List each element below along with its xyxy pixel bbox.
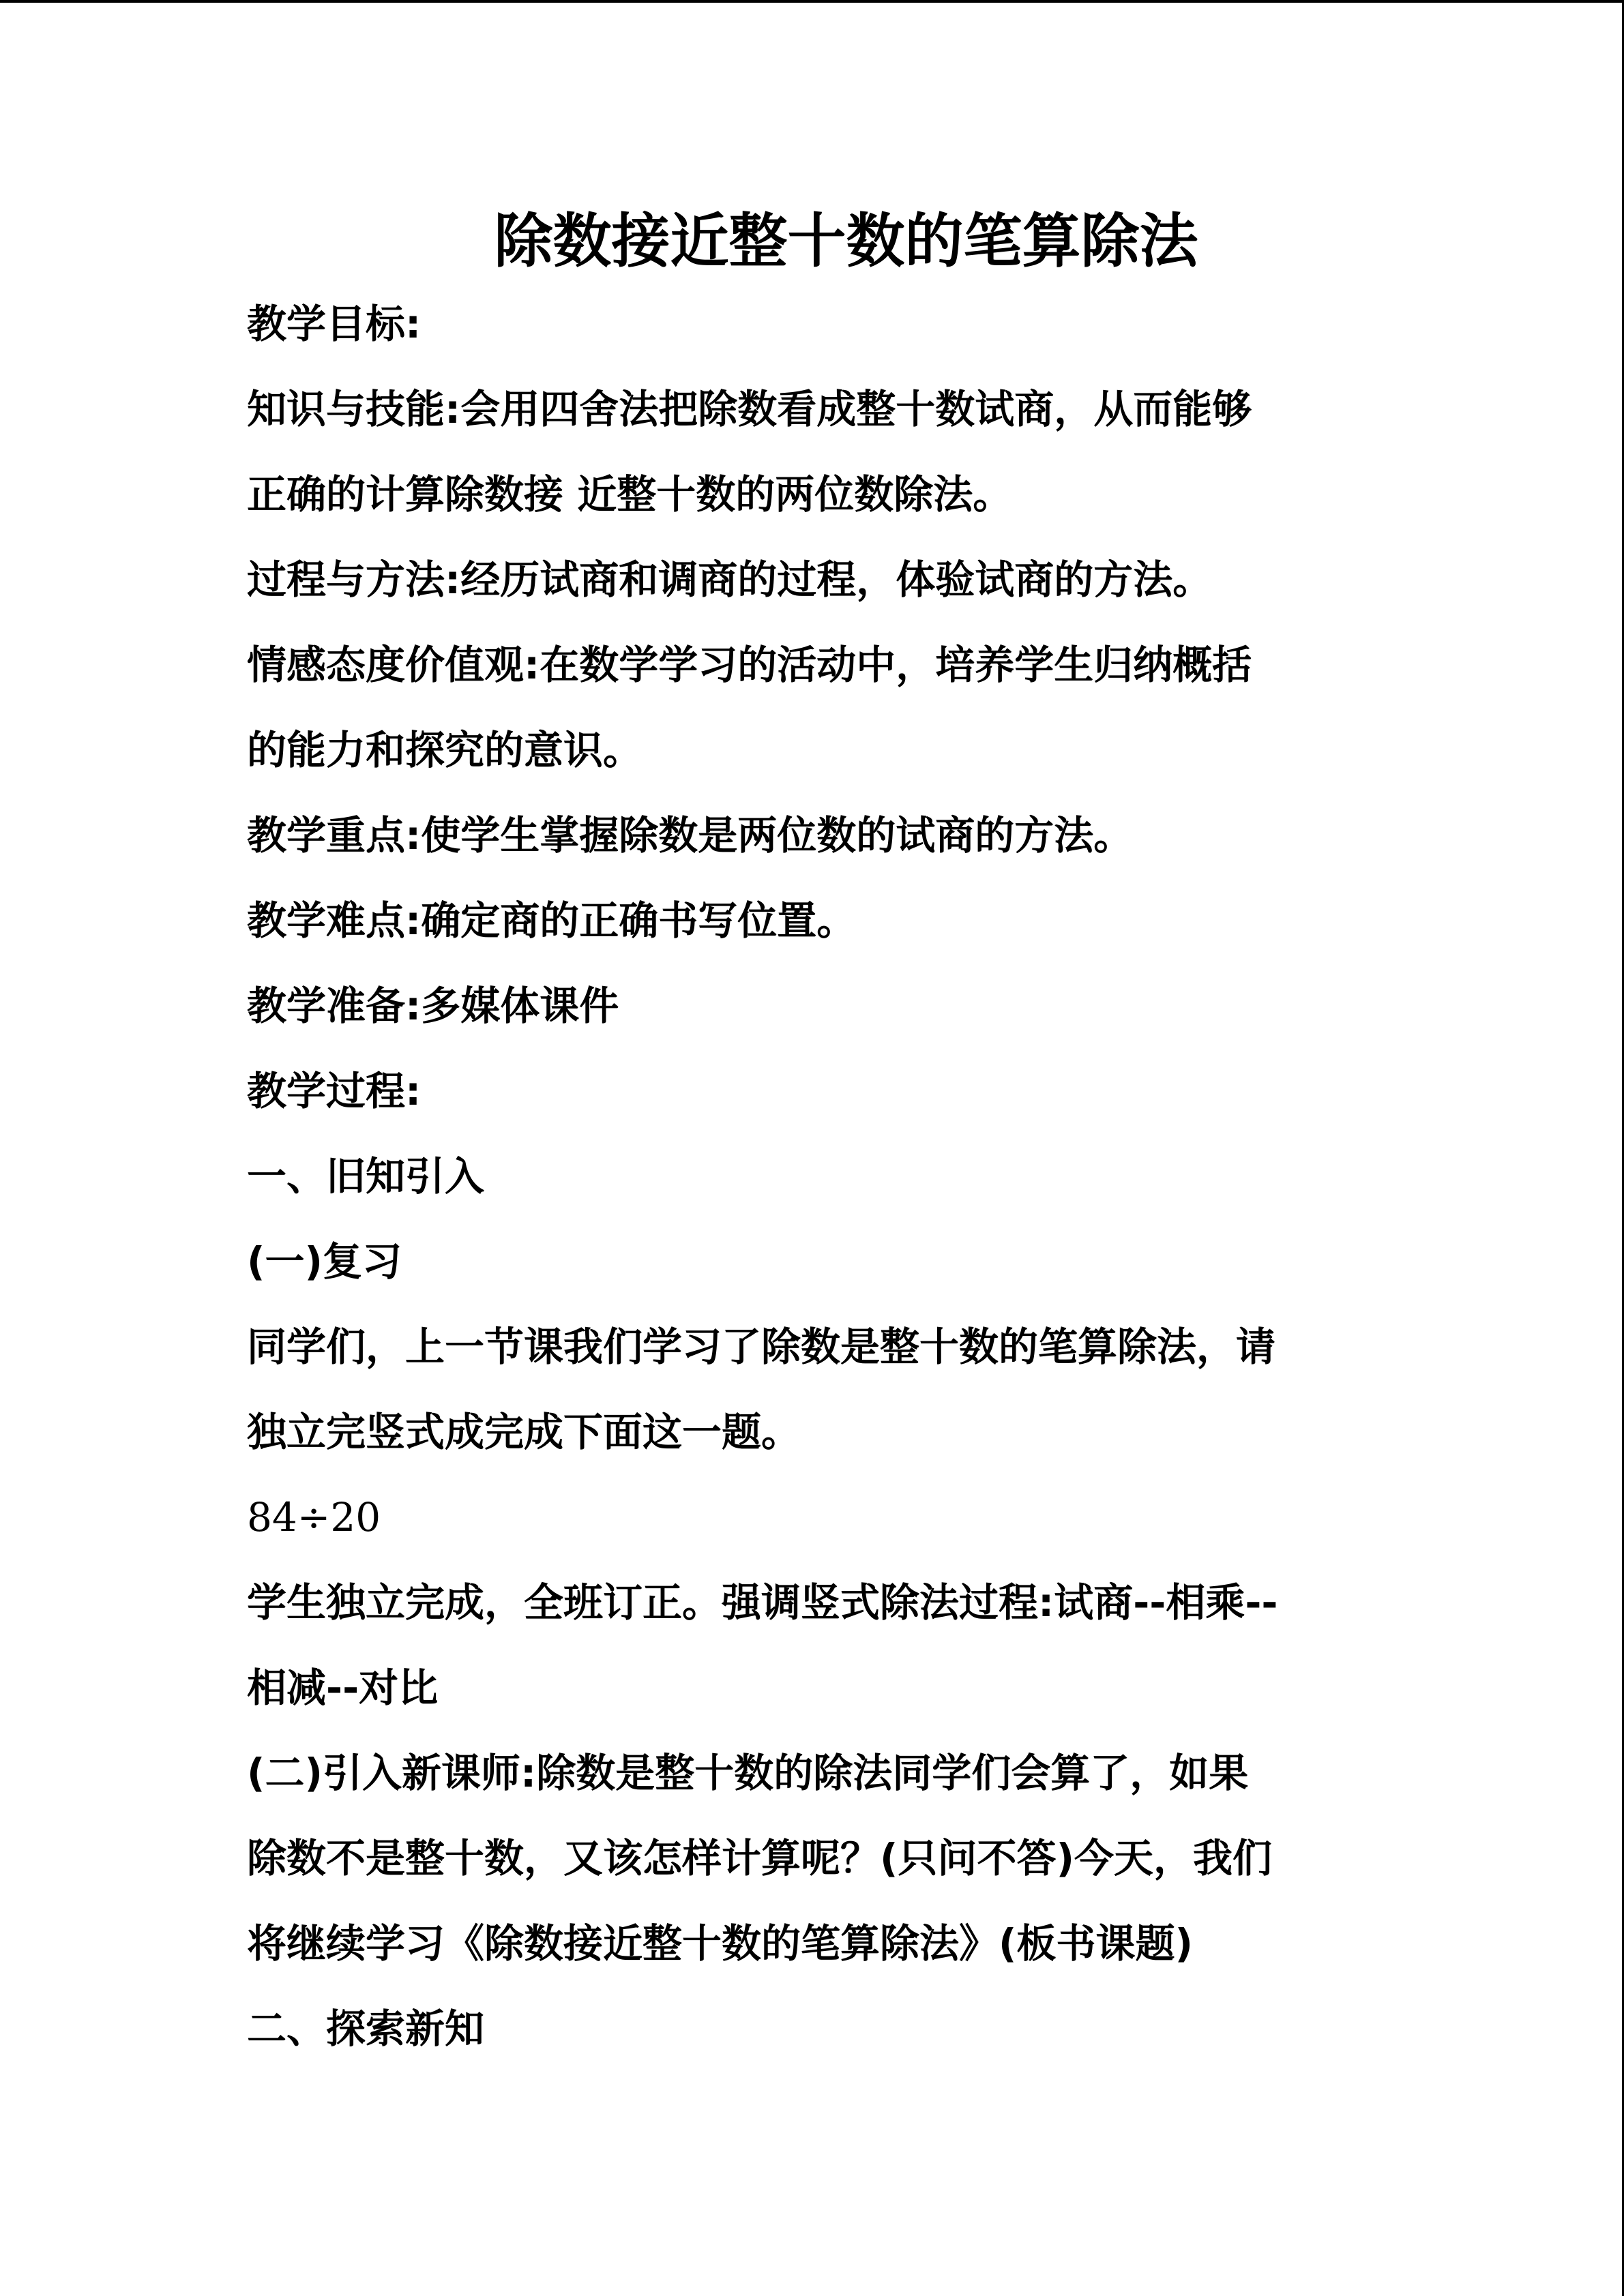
section-2-heading: 二、探索新知: [247, 2006, 485, 2052]
intro-new-line-2: 除数不是整十数，又该怎样计算呢？(只问不答)今天，我们: [247, 1835, 1273, 1881]
heading-teaching-process: 教学过程:: [247, 1068, 422, 1114]
heading-teaching-goals: 教学目标:: [247, 301, 422, 347]
goal-knowledge-line-2: 正确的计算除数接 近整十数的两位数除法。: [247, 471, 1013, 518]
goal-emotion-line-1: 情感态度价值观:在数学学习的活动中，培养学生归纳概括: [247, 642, 1252, 688]
review-text-line-1: 同学们，上一节课我们学习了除数是整十数的笔算除法，请: [247, 1324, 1276, 1370]
teaching-preparation: 教学准备:多媒体课件: [247, 983, 619, 1029]
top-border: [0, 0, 1624, 3]
goal-knowledge-line-1: 知识与技能:会用四舍法把除数看成整十数试商，从而能够: [247, 386, 1252, 432]
document-title: 除数接近整十数的笔算除法: [494, 207, 1198, 275]
goal-emotion-line-2: 的能力和探究的意识。: [247, 727, 643, 773]
teaching-key-point: 教学重点:使学生掌握除数是两位数的试商的方法。: [247, 812, 1134, 859]
goal-process-method: 过程与方法:经历试商和调商的过程，体验试商的方法。: [247, 556, 1213, 603]
section-1-heading: 一、旧知引入: [247, 1153, 485, 1199]
review-text-line-2: 独立完竖式成完成下面这一题。: [247, 1409, 801, 1455]
intro-new-line-1: (二)引入新课师:除数是整十数的除法同学们会算了，如果: [247, 1750, 1249, 1796]
teaching-difficulty: 教学难点:确定商的正确书写位置。: [247, 897, 857, 944]
subsection-review: (一)复习: [247, 1238, 402, 1285]
review-problem: 84÷20: [247, 1494, 381, 1540]
intro-new-line-3: 将继续学习《除数接近整十数的笔算除法》(板书课题): [247, 1920, 1194, 1967]
review-steps-line-1: 学生独立完成，全班订正。强调竖式除法过程:试商--相乘--: [247, 1579, 1278, 1626]
review-steps-line-2: 相减--对比: [247, 1665, 439, 1711]
